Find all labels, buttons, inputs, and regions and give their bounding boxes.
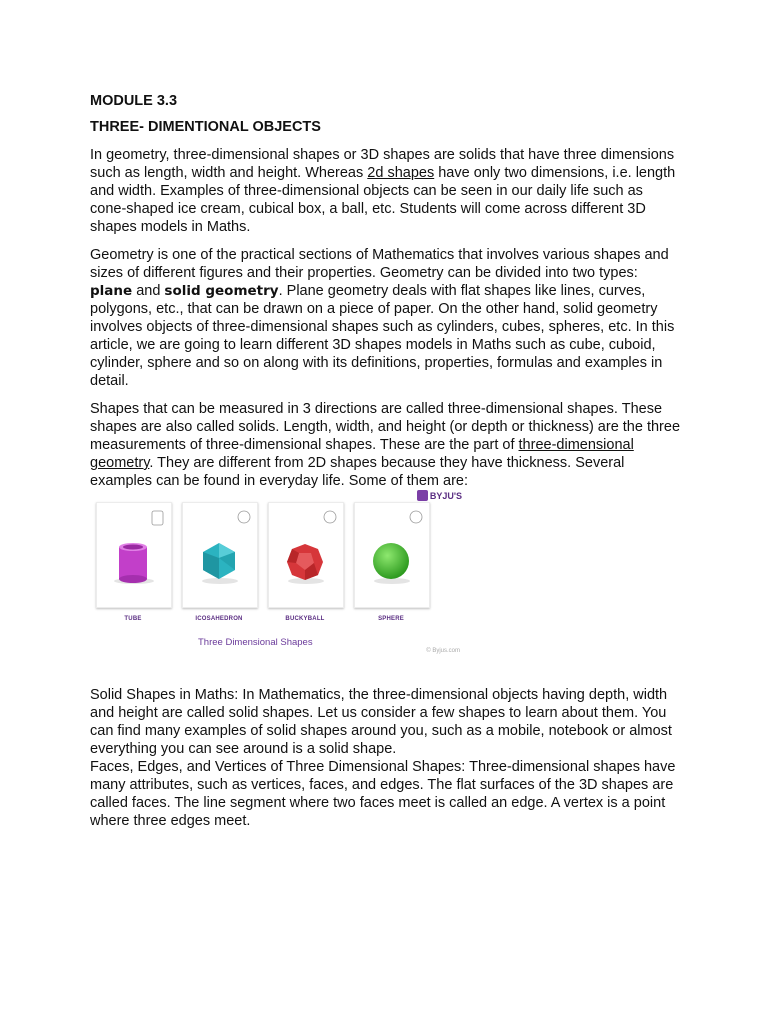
shape-label: SPHERE xyxy=(378,616,404,622)
shape-label: BUCKYBALL xyxy=(285,616,325,622)
paragraph-faces-edges: Faces, Edges, and Vertices of Three Dimensional Shapes: Three-dimensional shapes have many attributes, such as vertices, faces, and edges. The flat surfaces of the 3D shapes are called faces. The line segment where two faces meet is called an edge. A vertex is a point where three edges meet. xyxy=(90,759,676,829)
shape-label: ICOSAHEDRON xyxy=(195,616,243,622)
tube-shape-icon xyxy=(97,503,171,607)
module-heading: MODULE 3.3 xyxy=(90,93,178,109)
shapes-figure xyxy=(96,490,462,660)
text-run: have only two dimensions, i.e. length and width. Examples of three-dimensional objects can be seen in our daily life such as cone-shaped ice cream, cubical box, a ball, etc. Students will come across different 3D shapes models in Maths. xyxy=(90,165,676,235)
paragraph-intro xyxy=(90,146,682,236)
document-body xyxy=(90,93,682,830)
closing-section xyxy=(90,686,682,830)
paragraph-solid-shapes: Solid Shapes in Maths: In Mathematics, the three-dimensional objects having depth, width and height are called solid shapes. Let us consider a few shapes to learn about them. You can find many examples of solid shapes around you, such as a mobile, notebook or almost everything you can see around is a solid shape. xyxy=(90,687,672,757)
text-run: In geometry, three-dimensional shapes or 3D shapes are solids that have three dimensions such as length, width and height. Whereas xyxy=(90,147,675,181)
bold-term-plane: plane xyxy=(90,283,133,299)
figure-caption: Three Dimensional Shapes xyxy=(198,637,313,648)
buckyball-shape-icon xyxy=(269,503,343,607)
link-three-dimensional-geometry[interactable]: three-dimensional geometry xyxy=(90,437,634,471)
paragraph-geometry xyxy=(90,246,682,390)
text-run: and xyxy=(132,283,165,299)
byjus-logo xyxy=(417,490,462,501)
figure-copyright: © Byjus.com xyxy=(426,648,460,654)
text-run: Shapes that can be measured in 3 directions are called three-dimensional shapes. These shapes are also called solids. Length, width, and height (or depth or thickness) are the three measurements of three-dimensional shapes. These are the part of xyxy=(90,401,681,453)
icosahedron-shape-icon xyxy=(183,503,257,607)
bold-term-solid-geometry: solid geometry xyxy=(164,283,279,299)
logo-mark-icon xyxy=(417,490,428,501)
text-run: Geometry is one of the practical sections of Mathematics that involves various shapes and sizes of different figures and their properties. Geometry can be divided into two types: xyxy=(90,247,669,281)
section-title: THREE- DIMENTIONAL OBJECTS xyxy=(90,119,321,135)
text-run: . They are different from 2D shapes because they have thickness. Several examples can be found in everyday life. Some of them are: xyxy=(90,455,625,489)
link-2d-shapes[interactable]: 2d shapes xyxy=(367,165,435,181)
logo-text: BYJU'S xyxy=(429,490,462,501)
shape-card-buckyball xyxy=(268,502,344,608)
paragraph-measurement xyxy=(90,400,682,490)
shape-card-icosahedron xyxy=(182,502,258,608)
sphere-shape-icon xyxy=(355,503,429,607)
shape-label: TUBE xyxy=(124,616,142,622)
shape-card-sphere xyxy=(354,502,430,608)
text-run: . Plane geometry deals with flat shapes like lines, curves, polygons, etc., that can be drawn on a piece of paper. On the other hand, solid geometry involves objects of three-dimensional shapes such as cylinders, cubes, spheres, etc. In this article, we are going to learn different 3D shapes models in Maths such as cube, cuboid, cylinder, sphere and so on along with its definitions, properties, formulas and examples in detail. xyxy=(90,283,675,389)
shape-card-tube xyxy=(96,502,172,608)
